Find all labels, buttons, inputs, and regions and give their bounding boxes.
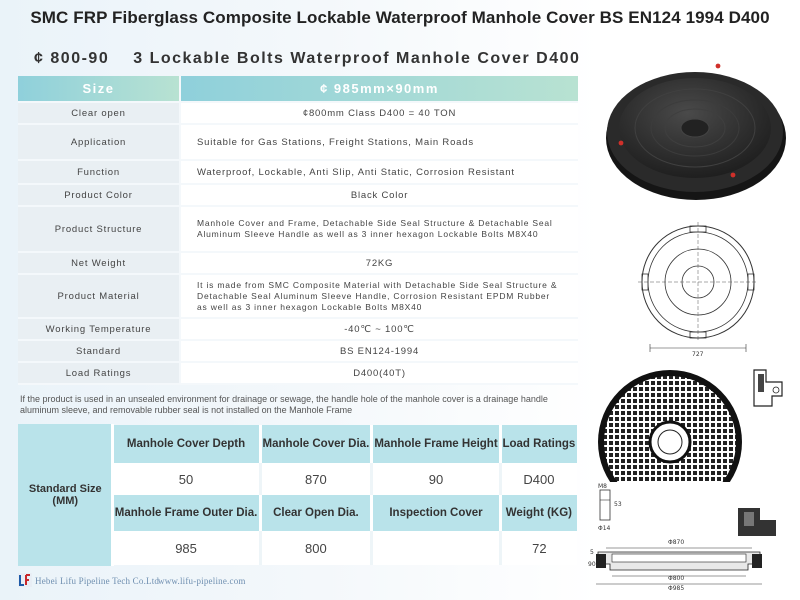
spec-value: Black Color xyxy=(180,184,578,206)
spec-value: Waterproof, Lockable, Anti Slip, Anti Static, Corrosion Resistant xyxy=(180,160,578,184)
spec-row-load xyxy=(18,362,578,384)
size-header: Manhole Frame Height xyxy=(372,425,501,463)
spec-row-temperature xyxy=(18,318,578,340)
spec-label: Product Material xyxy=(18,274,180,318)
standard-size-label xyxy=(19,425,112,565)
section-view-drawing xyxy=(588,480,800,592)
size-header: Manhole Cover Depth xyxy=(112,425,260,463)
spec-row-weight xyxy=(18,252,578,274)
diameter-symbol: ¢ xyxy=(34,50,45,67)
spec-row-standard xyxy=(18,340,578,362)
size-value: 800 xyxy=(260,531,372,565)
size-header: Manhole Frame Outer Dia. xyxy=(112,495,260,531)
spec-label: Net Weight xyxy=(18,252,180,274)
spec-row-function xyxy=(18,160,578,184)
footer xyxy=(18,571,358,591)
spec-row-structure xyxy=(18,206,578,252)
spec-label: Clear open xyxy=(18,102,180,124)
bolt-marker-icon xyxy=(716,64,721,69)
spec-value: BS EN124-1994 xyxy=(180,340,578,362)
spec-header-row xyxy=(18,76,578,102)
cover-dia-label: Φ870 xyxy=(668,539,685,546)
size-header: Clear Open Dia. xyxy=(260,495,372,531)
manhole-cover-photo xyxy=(600,48,790,208)
outer-dia-label: Φ985 xyxy=(668,585,685,592)
standard-size-text: Standard Size xyxy=(28,483,102,495)
bolt-thread-label: M8 xyxy=(598,483,607,490)
company-name: Hebei Lifu Pipeline Tech Co.Ltd xyxy=(35,576,160,586)
spec-table xyxy=(18,76,578,385)
section-dim-b: 90 xyxy=(588,561,596,568)
clear-open-dia-label: Φ800 xyxy=(668,575,685,582)
plan-dimension-label: 727 xyxy=(692,351,704,358)
bolt-marker-icon xyxy=(619,141,624,146)
size-header-row-1 xyxy=(19,425,577,463)
size-value: ¢ 985mm×90mm xyxy=(180,76,578,102)
spec-row-material xyxy=(18,274,578,318)
spec-label: Application xyxy=(18,124,180,160)
spec-value: -40℃ ~ 100℃ xyxy=(180,318,578,340)
spec-label: Function xyxy=(18,160,180,184)
subtitle-size: 800-90 xyxy=(50,50,110,67)
section-dim-a: 5 xyxy=(590,549,594,556)
spec-label: Working Temperature xyxy=(18,318,180,340)
usage-note: If the product is used in an unsealed environment for drainage or sewage, the handle hole of the manhole cover is a drainage handle aluminum sleeve, and removable rubber seal is not installed on the Manhole Frame xyxy=(20,394,548,415)
spec-label: Product Color xyxy=(18,184,180,206)
spec-value: Manhole Cover and Frame, Detachable Side Seal Structure & Detachable Seal Aluminum Sleeve Handle as well as 3 inner hexagon Lockable Bolts M8X40 xyxy=(180,206,578,252)
size-header: Weight (KG) xyxy=(500,495,577,531)
grid-pattern-drawing xyxy=(596,362,800,482)
size-value: D400 xyxy=(500,463,577,495)
spec-label: Standard xyxy=(18,340,180,362)
size-value: 985 xyxy=(112,531,260,565)
spec-label: Product Structure xyxy=(18,206,180,252)
size-label: Size xyxy=(18,76,180,102)
product-subtitle xyxy=(34,50,580,68)
spec-label: Load Ratings xyxy=(18,362,180,384)
spec-value: ¢800mm Class D400 = 40 TON xyxy=(180,102,578,124)
size-value: 870 xyxy=(260,463,372,495)
page-title: SMC FRP Fiberglass Composite Lockable Waterproof Manhole Cover BS EN124 1994 D400 xyxy=(30,8,770,27)
spec-value: D400(40T) xyxy=(180,362,578,384)
bolt-length-label: 53 xyxy=(614,501,622,508)
size-value xyxy=(372,531,501,565)
website-link[interactable]: www.lifu-pipeline.com xyxy=(158,576,246,586)
plan-view-drawing xyxy=(630,220,770,360)
size-header: Manhole Cover Dia. xyxy=(260,425,372,463)
spec-row-clear-open xyxy=(18,102,578,124)
size-header: Inspection Cover xyxy=(372,495,501,531)
size-value: 90 xyxy=(372,463,501,495)
spec-row-application xyxy=(18,124,578,160)
bolt-dia-label: Φ14 xyxy=(598,525,611,532)
spec-row-color xyxy=(18,184,578,206)
spec-value: Suitable for Gas Stations, Freight Stations, Main Roads xyxy=(180,124,578,160)
company-logo-icon xyxy=(18,573,32,587)
size-value: 50 xyxy=(112,463,260,495)
subtitle-text: 3 Lockable Bolts Waterproof Manhole Cover D400 xyxy=(133,50,581,67)
size-value: 72 xyxy=(500,531,577,565)
bolt-marker-icon xyxy=(731,173,736,178)
size-table xyxy=(18,424,578,566)
spec-value: 72KG xyxy=(180,252,578,274)
standard-size-unit: (MM) xyxy=(52,495,79,507)
spec-value: It is made from SMC Composite Material with Detachable Side Seal Structure & Detachable Seal Aluminum Sleeve Handle, Corrosion Resistant EPDM Rubber as well as 3 inner hexagon Lockable Bolts M8X40 xyxy=(180,274,578,318)
size-header: Load Ratings xyxy=(500,425,577,463)
